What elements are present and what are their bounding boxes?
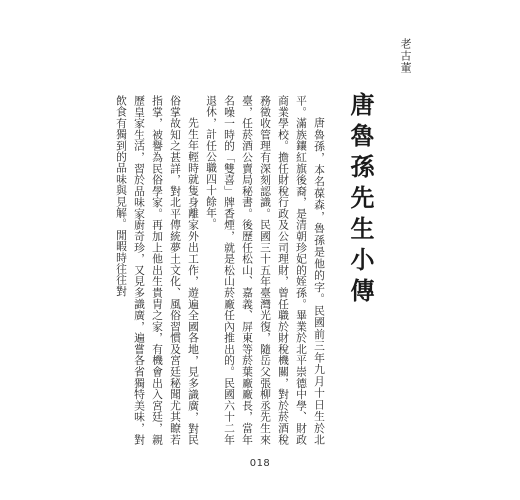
chapter-title: 唐魯孫先生小傳 bbox=[346, 92, 375, 309]
paragraph: 先生年輕時就隻身離家外出工作，遊遍全國各地，見多識廣，對民俗掌故知之甚詳，對北平傳統夢土文化、風俗習慣及宮廷秘聞尤其瞭若指掌，被譽為民俗學家。再加上他出生貴胄之家，有機會出入宮廷，親歷皇家生活，習於品味家廚奇珍，又見多識廣，遍嘗各省獨特美味，對飲食有獨到的品味與見解。閒暇時往往對 bbox=[115, 95, 200, 445]
running-head: 老古董 bbox=[399, 38, 412, 74]
page-number: 018 bbox=[249, 458, 271, 469]
body-text bbox=[115, 95, 328, 445]
paragraph: 唐魯孫，本名葆森，魯孫是他的字。民國前三年九月十日生於北平。滿族鑲紅旗後裔，是清朝珍妃的姪孫。畢業於北平崇德中學、財政商業學校。擔任財稅行政及公司理財，曾任職於財稅機關，對於菸酒稅務徵收管理有深刻認識。民國三十五年臺灣光復，隨岳父張柳丞先生來臺，任菸酒公賣局秘書。後歷任松山、嘉義、屏東等菸葉廠廠長，當年名噪一時的「雙喜」牌香煙，就是松山菸廠任內推出的。民國六十二年退休，計任公職四十餘年。 bbox=[205, 95, 326, 445]
